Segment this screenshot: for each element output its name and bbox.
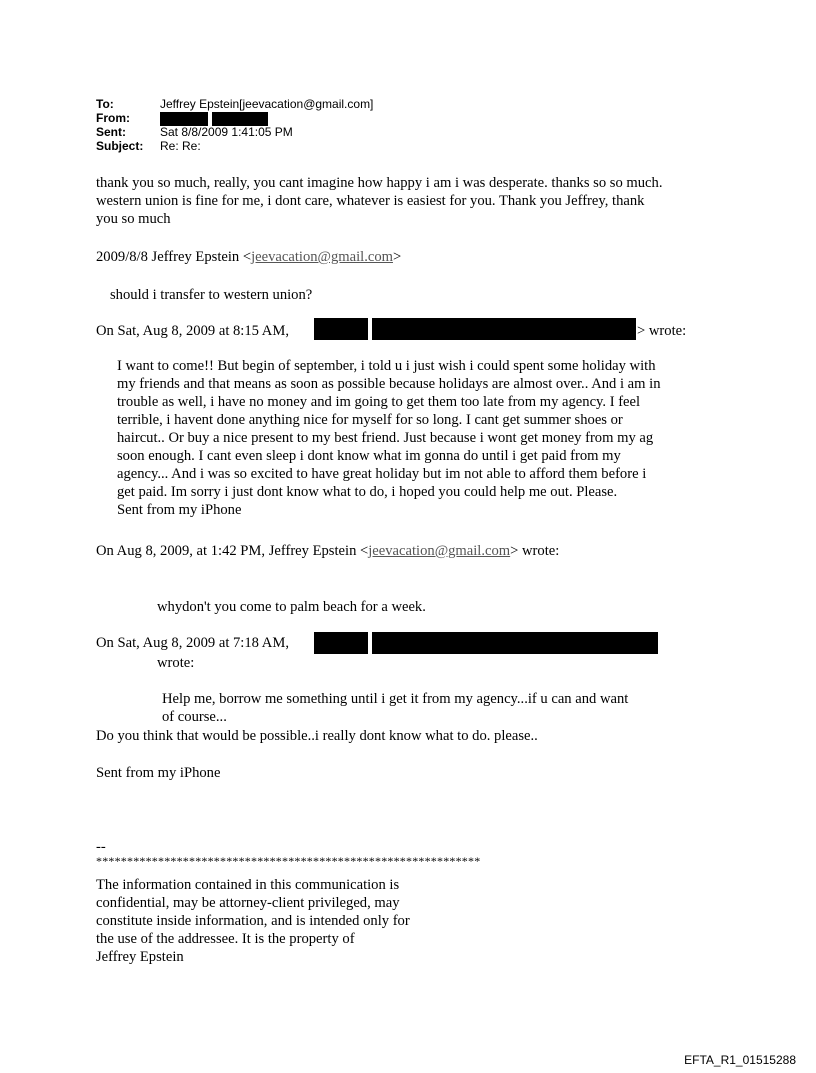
notice-line: the use of the addressee. It is the property of (96, 931, 355, 947)
message-line: my friends and that means as soon as possible because holidays are almost over.. And i am in (117, 376, 661, 392)
sent-label: Sent: (96, 125, 126, 139)
message-line: get paid. Im sorry i just dont know what to do, i hoped you could help me out. Please. (117, 484, 618, 500)
confidentiality-notice (96, 876, 496, 966)
redaction-block (372, 318, 636, 340)
message-line: agency... And i was so excited to have great holiday but im not able to afford them before i (117, 466, 647, 482)
email-link[interactable]: jeevacation@gmail.com (251, 249, 393, 265)
to-label: To: (96, 97, 114, 111)
notice-line: Jeffrey Epstein (96, 949, 184, 965)
document-id: EFTA_R1_01515288 (684, 1053, 796, 1067)
quote-suffix: > wrote: (510, 543, 560, 559)
reply-line: western union is fine for me, i dont care, whatever is easiest for you. Thank you Jeffrey, thank (96, 193, 645, 209)
palm-beach-line: whydon't you come to palm beach for a week. (157, 599, 426, 615)
message-line: haircut.. Or buy a nice present to my best friend. Just because i wont get money from my ag (117, 430, 654, 446)
to-value: Jeffrey Epstein[jeevacation@gmail.com] (160, 97, 374, 111)
quote-header-3 (96, 542, 756, 560)
asterisk-divider: ************************************************************** (96, 854, 481, 868)
notice-line: constitute inside information, and is intended only for (96, 913, 410, 929)
message-line: I want to come!! But begin of september, i told u i just wish i could spent some holiday with (117, 358, 656, 374)
redaction-block (314, 318, 368, 340)
message-line: Sent from my iPhone (117, 502, 242, 518)
possible-line: Do you think that would be possible..i really dont know what to do. please.. (96, 728, 538, 744)
sent-value: Sat 8/8/2009 1:41:05 PM (160, 125, 293, 139)
quote-suffix: > wrote: (637, 323, 687, 339)
subject-label: Subject: (96, 139, 144, 153)
from-label: From: (96, 111, 130, 125)
help-paragraph (162, 690, 722, 726)
quoted-message (117, 357, 757, 519)
message-line: terrible, i havent done anything nice for myself for so long. I cant get summer shoes or (117, 412, 623, 428)
quote-wrote: wrote: (157, 655, 195, 671)
redaction-block (372, 632, 658, 654)
email-link[interactable]: jeevacation@gmail.com (368, 543, 511, 559)
reply-line: thank you so much, really, you cant imagine how happy i am i was desperate. thanks so so much. (96, 175, 663, 191)
redaction-block (212, 112, 268, 126)
quote-prefix: On Aug 8, 2009, at 1:42 PM, Jeffrey Epstein < (96, 543, 369, 559)
quote-prefix: 2009/8/8 Jeffrey Epstein < (96, 249, 252, 265)
message-line: trouble as well, i have no money and im going to get them too late from my agency. I feel (117, 394, 641, 410)
quote-suffix: > (392, 249, 402, 265)
redaction-block (160, 112, 208, 126)
redaction-block (314, 632, 368, 654)
signature-separator: -- (96, 839, 106, 855)
question-line: should i transfer to western union? (110, 287, 313, 303)
notice-line: confidential, may be attorney-client privileged, may (96, 895, 400, 911)
quote-header-4 (96, 634, 336, 652)
help-line: Help me, borrow me something until i get it from my agency...if u can and want (162, 691, 629, 707)
reply-paragraph (96, 174, 756, 228)
quote-prefix: On Sat, Aug 8, 2009 at 7:18 AM, (96, 635, 289, 651)
quote-header-1 (96, 248, 756, 266)
message-line: soon enough. I cant even sleep i dont know what im gonna do until i get paid from my (117, 448, 621, 464)
quote-prefix: On Sat, Aug 8, 2009 at 8:15 AM, (96, 323, 289, 339)
notice-line: The information contained in this communication is (96, 877, 400, 893)
help-line: of course... (162, 709, 227, 725)
reply-line: you so much (96, 211, 171, 227)
subject-value: Re: Re: (160, 139, 201, 153)
sent-from-iphone: Sent from my iPhone (96, 765, 221, 781)
